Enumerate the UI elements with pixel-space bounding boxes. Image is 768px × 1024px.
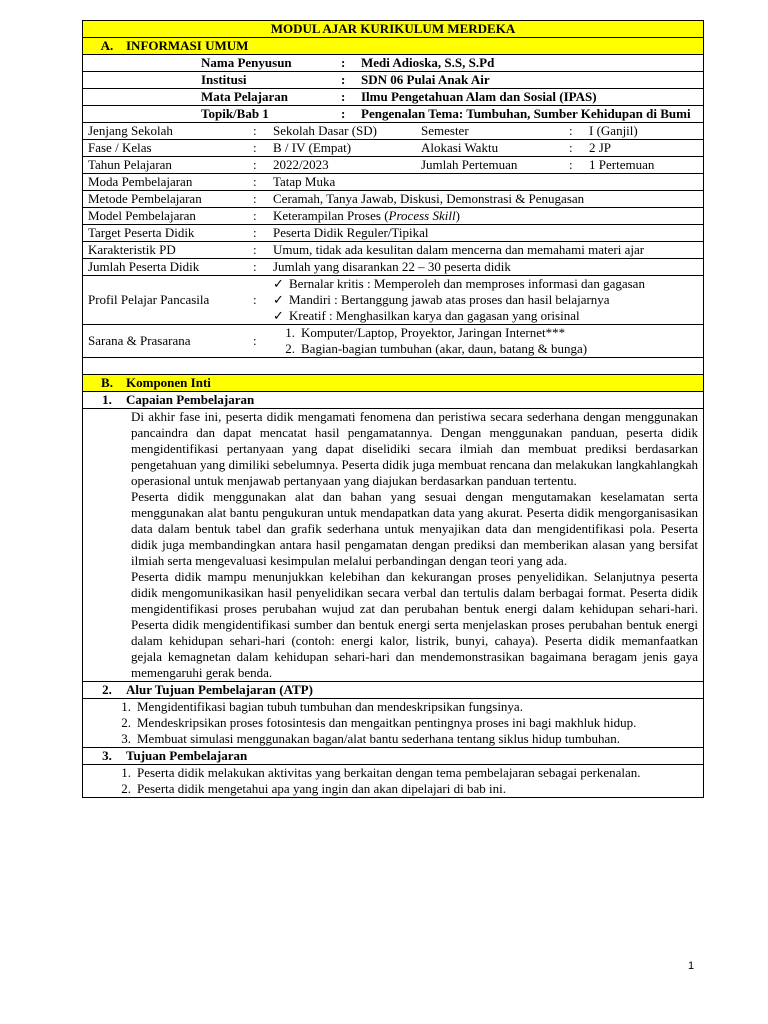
profil-item: ✓ Bernalar kritis : Memperoleh dan memproses informasi dan gagasan: [273, 276, 645, 291]
sarana-item: 1. Komputer/Laptop, Proyektor, Jaringan Internet***: [285, 325, 566, 340]
capaian-header: 1. Capaian Pembelajaran: [83, 392, 704, 409]
dual-row: Fase / Kelas : B / IV (Empat) Alokasi Waktu : 2 JP: [83, 140, 704, 157]
info-row: Target Peserta Didik : Peserta Didik Reguler/Tipikal: [83, 225, 704, 242]
profil-row: Profil Pelajar Pancasila : ✓ Bernalar kritis : Memperoleh dan memproses informasi dan gagasan ✓ Mandiri : Bertanggung jawab atas proses dan hasil belajarnya ✓ Kreatif : Menghasilkan karya dan gagasan yang orisinal: [83, 276, 704, 325]
info-row: Model Pembelajaran : Keterampilan Proses (Process Skill): [83, 208, 704, 225]
profil-item: ✓ Kreatif : Menghasilkan karya dan gagasan yang orisinal: [273, 308, 580, 323]
info-row: Jumlah Peserta Didik : Jumlah yang disarankan 22 – 30 peserta didik: [83, 259, 704, 276]
atp-item: 2. Mendeskripsikan proses fotosintesis dan mengaitkan pentingnya proses ini bagi makhluk hidup.: [121, 715, 637, 730]
info-row: Moda Pembelajaran : Tatap Muka: [83, 174, 704, 191]
section-a-label: INFORMASI UMUM: [126, 38, 249, 53]
header-value: Medi Adioska, S.S, S.Pd: [361, 55, 495, 70]
profil-item: ✓ Mandiri : Bertanggung jawab atas proses dan hasil belajarnya: [273, 292, 610, 307]
capaian-paragraph: Di akhir fase ini, peserta didik mengamati fenomena dan peristiwa secara sederhana dengan menggunakan pancaindra dan dapat mencatat hasil pengamatannya. Dengan menggunakan panduan, peserta didik mengidentifikasi pertanyaan yang dapat diselidiki secara ilmiah dan membuat prediksi berdasarkan pengetahuan yang dimiliki sebelumnya. Peserta didik juga membuat rencana dan melakukan langkahlangkah operasional untuk menjawab pertanyaan yang diajukan berdasarkan panduan tertentu.: [131, 409, 698, 488]
header-value: Ilmu Pengetahuan Alam dan Sosial (IPAS): [361, 89, 597, 104]
document-page: [82, 20, 703, 798]
section-a-letter: A.: [100, 38, 114, 53]
header-label: Mata Pelajaran: [201, 89, 289, 104]
page-number: 1: [688, 960, 695, 972]
header-label: Institusi: [201, 72, 247, 87]
dual-row: Tahun Pelajaran : 2022/2023 Jumlah Pertemuan : 1 Pertemuan: [83, 157, 704, 174]
header-label: Topik/Bab 1: [201, 106, 269, 121]
capaian-body: [83, 409, 704, 682]
atp-header: 2. Alur Tujuan Pembelajaran (ATP): [83, 682, 704, 699]
info-row: Karakteristik PD : Umum, tidak ada kesulitan dalam mencerna dan memahami materi ajar: [83, 242, 704, 259]
header-row-subject: Mata Pelajaran : Ilmu Pengetahuan Alam dan Sosial (IPAS): [83, 89, 704, 106]
section-a-header: [83, 38, 704, 55]
info-row: Metode Pembelajaran : Ceramah, Tanya Jawab, Diskusi, Demonstrasi & Penugasan: [83, 191, 704, 208]
check-icon: ✓: [273, 276, 284, 291]
header-row-topic: Topik/Bab 1 : Pengenalan Tema: Tumbuhan, Sumber Kehidupan di Bumi: [83, 106, 704, 123]
module-table: [82, 20, 704, 798]
section-b-header: B. Komponen Inti: [83, 375, 704, 392]
capaian-paragraph: Peserta didik mampu menunjukkan kelebihan dan kekurangan proses penyelidikan. Selanjutnya peserta didik mengomunikasikan hasil penyelidikan secara verbal dan tertulis dalam berbagai format. Peserta didik mengidentifikasi proses perubahan wujud zat dan perubahan bentuk energi dalam kehidupan sehari-hari. Peserta didik mengidentifikasi sumber dan bentuk energi serta menjelaskan proses perubahan bentuk energi dalam kehidupan sehari-hari (contoh: energi kalor, listrik, bunyi, cahaya). Peserta didik memanfaatkan gejala kemagnetan dalam kehidupan sehari-hari dan mendemonstrasikan bagaimana beragam jenis gaya memengaruhi gerak benda.: [131, 569, 698, 680]
tujuan-item: 2. Peserta didik mengetahui apa yang ingin dan akan dipelajari di bab ini.: [121, 781, 506, 796]
tujuan-body: [83, 765, 704, 798]
tujuan-header: 3. Tujuan Pembelajaran: [83, 748, 704, 765]
header-label: Nama Penyusun: [201, 55, 292, 70]
header-value: SDN 06 Pulai Anak Air: [361, 72, 490, 87]
dual-row: Jenjang Sekolah : Sekolah Dasar (SD) Semester : I (Ganjil): [83, 123, 704, 140]
atp-item: 1. Mengidentifikasi bagian tubuh tumbuhan dan mendeskripsikan fungsinya.: [121, 699, 523, 714]
capaian-paragraph: Peserta didik menggunakan alat dan bahan yang sesuai dengan mengutamakan keselamatan serta menggunakan alat bantu pengukuran untuk mendapatkan data yang akurat. Peserta didik mengorganisasikan data dalam bentuk tabel dan grafik sederhana untuk menyajikan data dan mengidentifikasi pola. Peserta didik juga membandingkan antara hasil pengamatan dengan prediksi dan memberikan alasan yang bersifat ilmiah serta mengevaluasi kesimpulan melalui perbandingan dengan teori yang ada.: [131, 489, 698, 568]
spacer-row: [83, 358, 704, 375]
check-icon: ✓: [273, 292, 284, 307]
sarana-item: 2. Bagian-bagian tumbuhan (akar, daun, batang & bunga): [285, 341, 588, 356]
header-row-author: Nama Penyusun : Medi Adioska, S.S, S.Pd: [83, 55, 704, 72]
tujuan-item: 1. Peserta didik melakukan aktivitas yang berkaitan dengan tema pembelajaran sebagai perkenalan.: [121, 765, 641, 780]
atp-body: [83, 699, 704, 748]
check-icon: ✓: [273, 308, 284, 323]
atp-item: 3. Membuat simulasi menggunakan bagan/alat bantu sederhana tentang siklus hidup tumbuhan.: [121, 731, 621, 746]
header-row-institution: Institusi : SDN 06 Pulai Anak Air: [83, 72, 704, 89]
sarana-row: Sarana & Prasarana : 1. Komputer/Laptop, Proyektor, Jaringan Internet*** 2. Bagian-bagian tumbuhan (akar, daun, batang & bunga): [83, 325, 704, 358]
header-value: Pengenalan Tema: Tumbuhan, Sumber Kehidupan di Bumi: [361, 106, 691, 121]
document-title: MODUL AJAR KURIKULUM MERDEKA: [83, 21, 704, 38]
